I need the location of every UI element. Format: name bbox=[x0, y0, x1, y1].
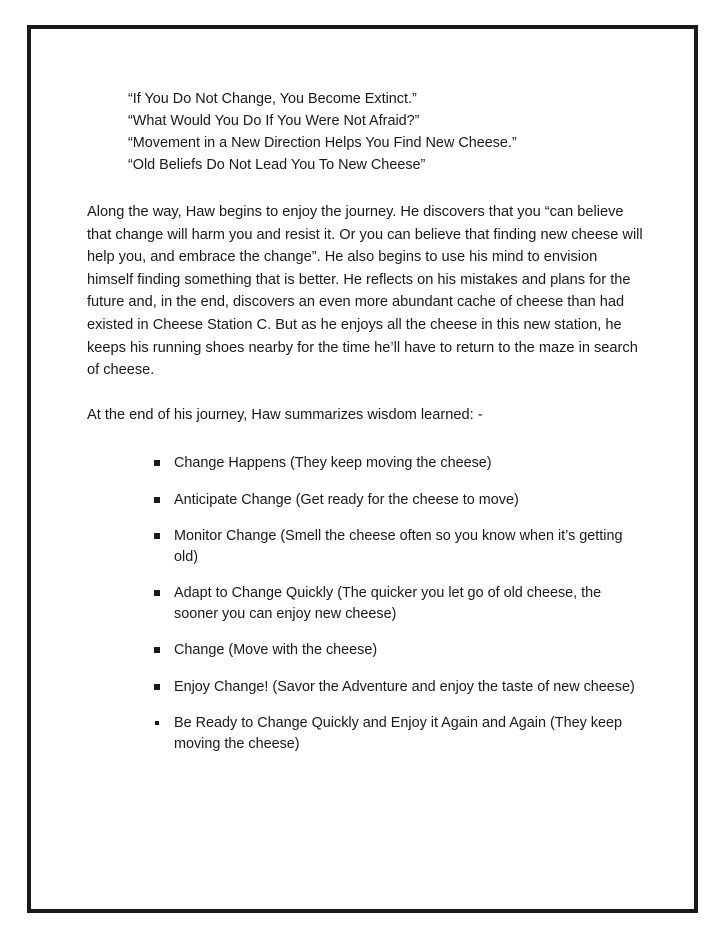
list-item-text: Enjoy Change! (Savor the Adventure and enjoy the taste of new cheese) bbox=[174, 678, 635, 695]
list-item-text: Monitor Change (Smell the cheese often so you know when it’s getting old) bbox=[174, 528, 623, 565]
quote-item: “Old Beliefs Do Not Lead You To New Cheese” bbox=[128, 157, 426, 173]
list-item bbox=[152, 640, 647, 661]
list-item-text: Anticipate Change (Get ready for the cheese to move) bbox=[174, 491, 519, 508]
list-item bbox=[152, 583, 647, 624]
wisdom-intro-paragraph: At the end of his journey, Haw summarizes wisdom learned: - bbox=[87, 406, 483, 423]
quote-item: “Movement in a New Direction Helps You Find New Cheese.” bbox=[128, 135, 517, 151]
square-bullet-icon bbox=[154, 647, 160, 653]
square-bullet-icon bbox=[154, 497, 160, 503]
list-item-text: Change Happens (They keep moving the cheese) bbox=[174, 455, 492, 472]
list-item-text: Change (Move with the cheese) bbox=[174, 642, 378, 659]
square-bullet-icon bbox=[155, 721, 159, 725]
list-item bbox=[152, 490, 647, 511]
list-item-text: Be Ready to Change Quickly and Enjoy it Again and Again (They keep moving the cheese) bbox=[174, 715, 622, 752]
quote-item: “What Would You Do If You Were Not Afraid?” bbox=[128, 113, 420, 129]
quote-list bbox=[128, 88, 647, 176]
list-item bbox=[152, 677, 647, 698]
square-bullet-icon bbox=[154, 533, 160, 539]
list-item-text: Adapt to Change Quickly (The quicker you let go of old cheese, the sooner you can enjoy new cheese) bbox=[174, 585, 602, 622]
square-bullet-icon bbox=[154, 684, 160, 690]
list-item bbox=[152, 453, 647, 474]
square-bullet-icon bbox=[154, 590, 160, 596]
list-item bbox=[152, 526, 647, 567]
square-bullet-icon bbox=[154, 460, 160, 466]
wisdom-list bbox=[152, 453, 647, 754]
journey-paragraph: Along the way, Haw begins to enjoy the journey. He discovers that you “can believe that change will harm you and resist it. Or you can believe that finding new cheese will help you, and embrace the change”. He also begins to use his mind to envision himself finding something that is better. He reflects on his mistakes and plans for the future and, in the end, discovers an even more abundant cache of cheese than had existed in Cheese Station C. But as he enjoys all the cheese in this new station, he keeps his running shoes nearby for the time he’ll have to return to the maze in search of cheese. bbox=[87, 204, 643, 379]
quote-item: “If You Do Not Change, You Become Extinct.” bbox=[128, 91, 417, 107]
document-body bbox=[87, 88, 647, 770]
list-item bbox=[152, 713, 647, 754]
